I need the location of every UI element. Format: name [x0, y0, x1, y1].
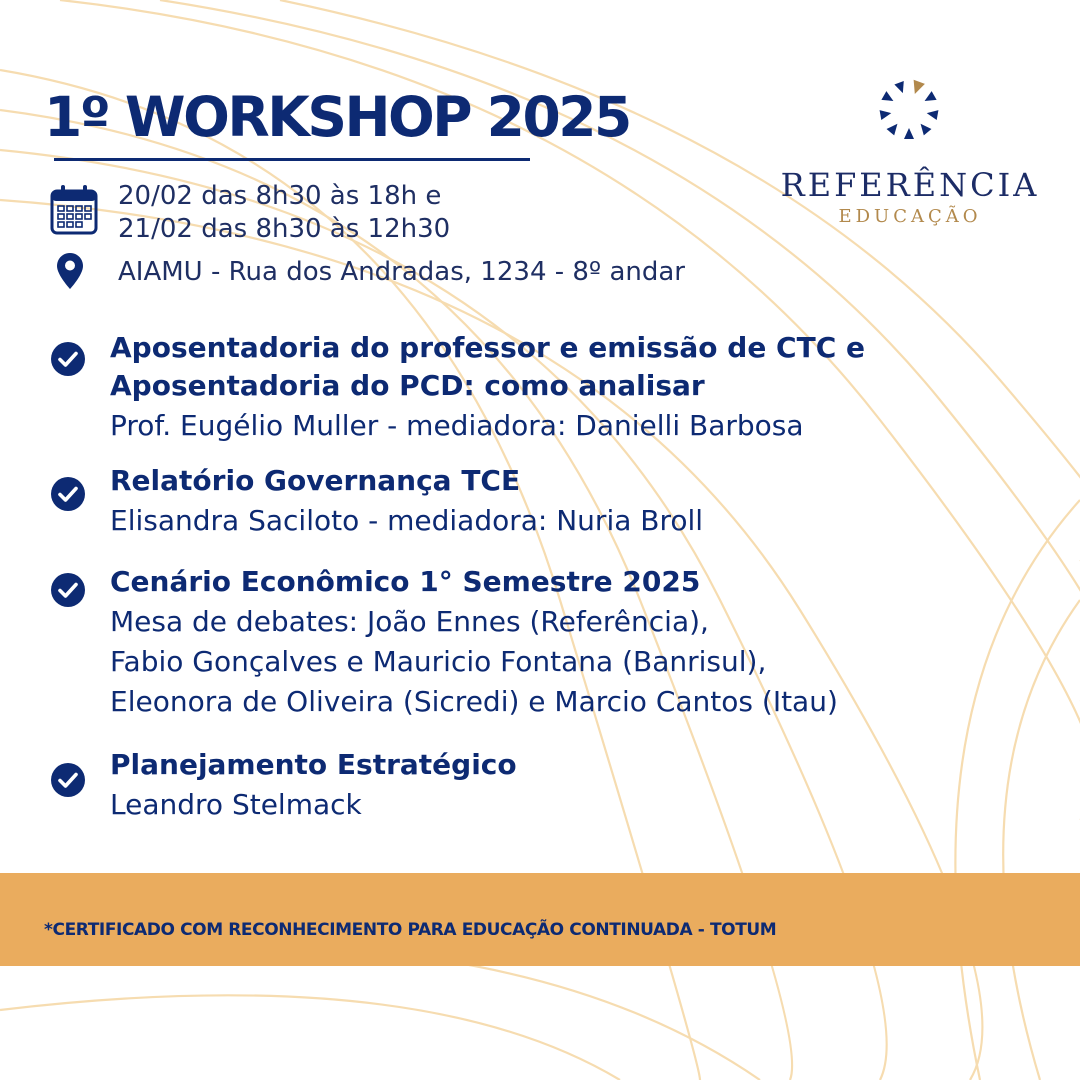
agenda-item-speakers: Eleonora de Oliveira (Sicredi) e Marcio Cantos (Itau): [110, 685, 838, 718]
event-location: AIAMU - Rua dos Andradas, 1234 - 8º andar: [118, 257, 685, 287]
check-circle-icon: [50, 476, 86, 512]
agenda-item-speakers: Mesa de debates: João Ennes (Referência),: [110, 605, 709, 638]
agenda-item-title: Aposentadoria do PCD: como analisar: [110, 369, 705, 402]
logo-name: REFERÊNCIA: [780, 166, 1040, 204]
agenda-item-speakers: Fabio Gonçalves e Mauricio Fontana (Banrisul),: [110, 645, 767, 678]
referencia-logo-mark: [874, 76, 944, 140]
event-date-line-2: 21/02 das 8h30 às 12h30: [118, 214, 451, 244]
certificate-note: *CERTIFICADO COM RECONHECIMENTO PARA EDUCAÇÃO CONTINUADA - TOTUM: [44, 920, 777, 940]
agenda-item-speakers: Leandro Stelmack: [110, 788, 362, 821]
agenda-item-title: Relatório Governança TCE: [110, 464, 521, 497]
check-circle-icon: [50, 762, 86, 798]
calendar-icon: [50, 184, 98, 236]
agenda-item-title: Aposentadoria do professor e emissão de CTC e: [110, 331, 865, 364]
page-title: 1º WORKSHOP 2025: [44, 85, 630, 149]
check-circle-icon: [50, 341, 86, 377]
event-date-line-1: 20/02 das 8h30 às 18h e: [118, 181, 442, 211]
logo-subtitle: EDUCAÇÃO: [838, 206, 982, 227]
agenda-item-title: Planejamento Estratégico: [110, 748, 517, 781]
check-circle-icon: [50, 572, 86, 608]
agenda-item-title: Cenário Econômico 1° Semestre 2025: [110, 565, 701, 598]
map-pin-icon: [56, 252, 84, 290]
title-underline: [54, 158, 530, 161]
agenda-item-speakers: Prof. Eugélio Muller - mediadora: Danielli Barbosa: [110, 409, 804, 442]
referencia-logo: [760, 76, 1060, 236]
agenda-item-speakers: Elisandra Saciloto - mediadora: Nuria Broll: [110, 504, 704, 537]
